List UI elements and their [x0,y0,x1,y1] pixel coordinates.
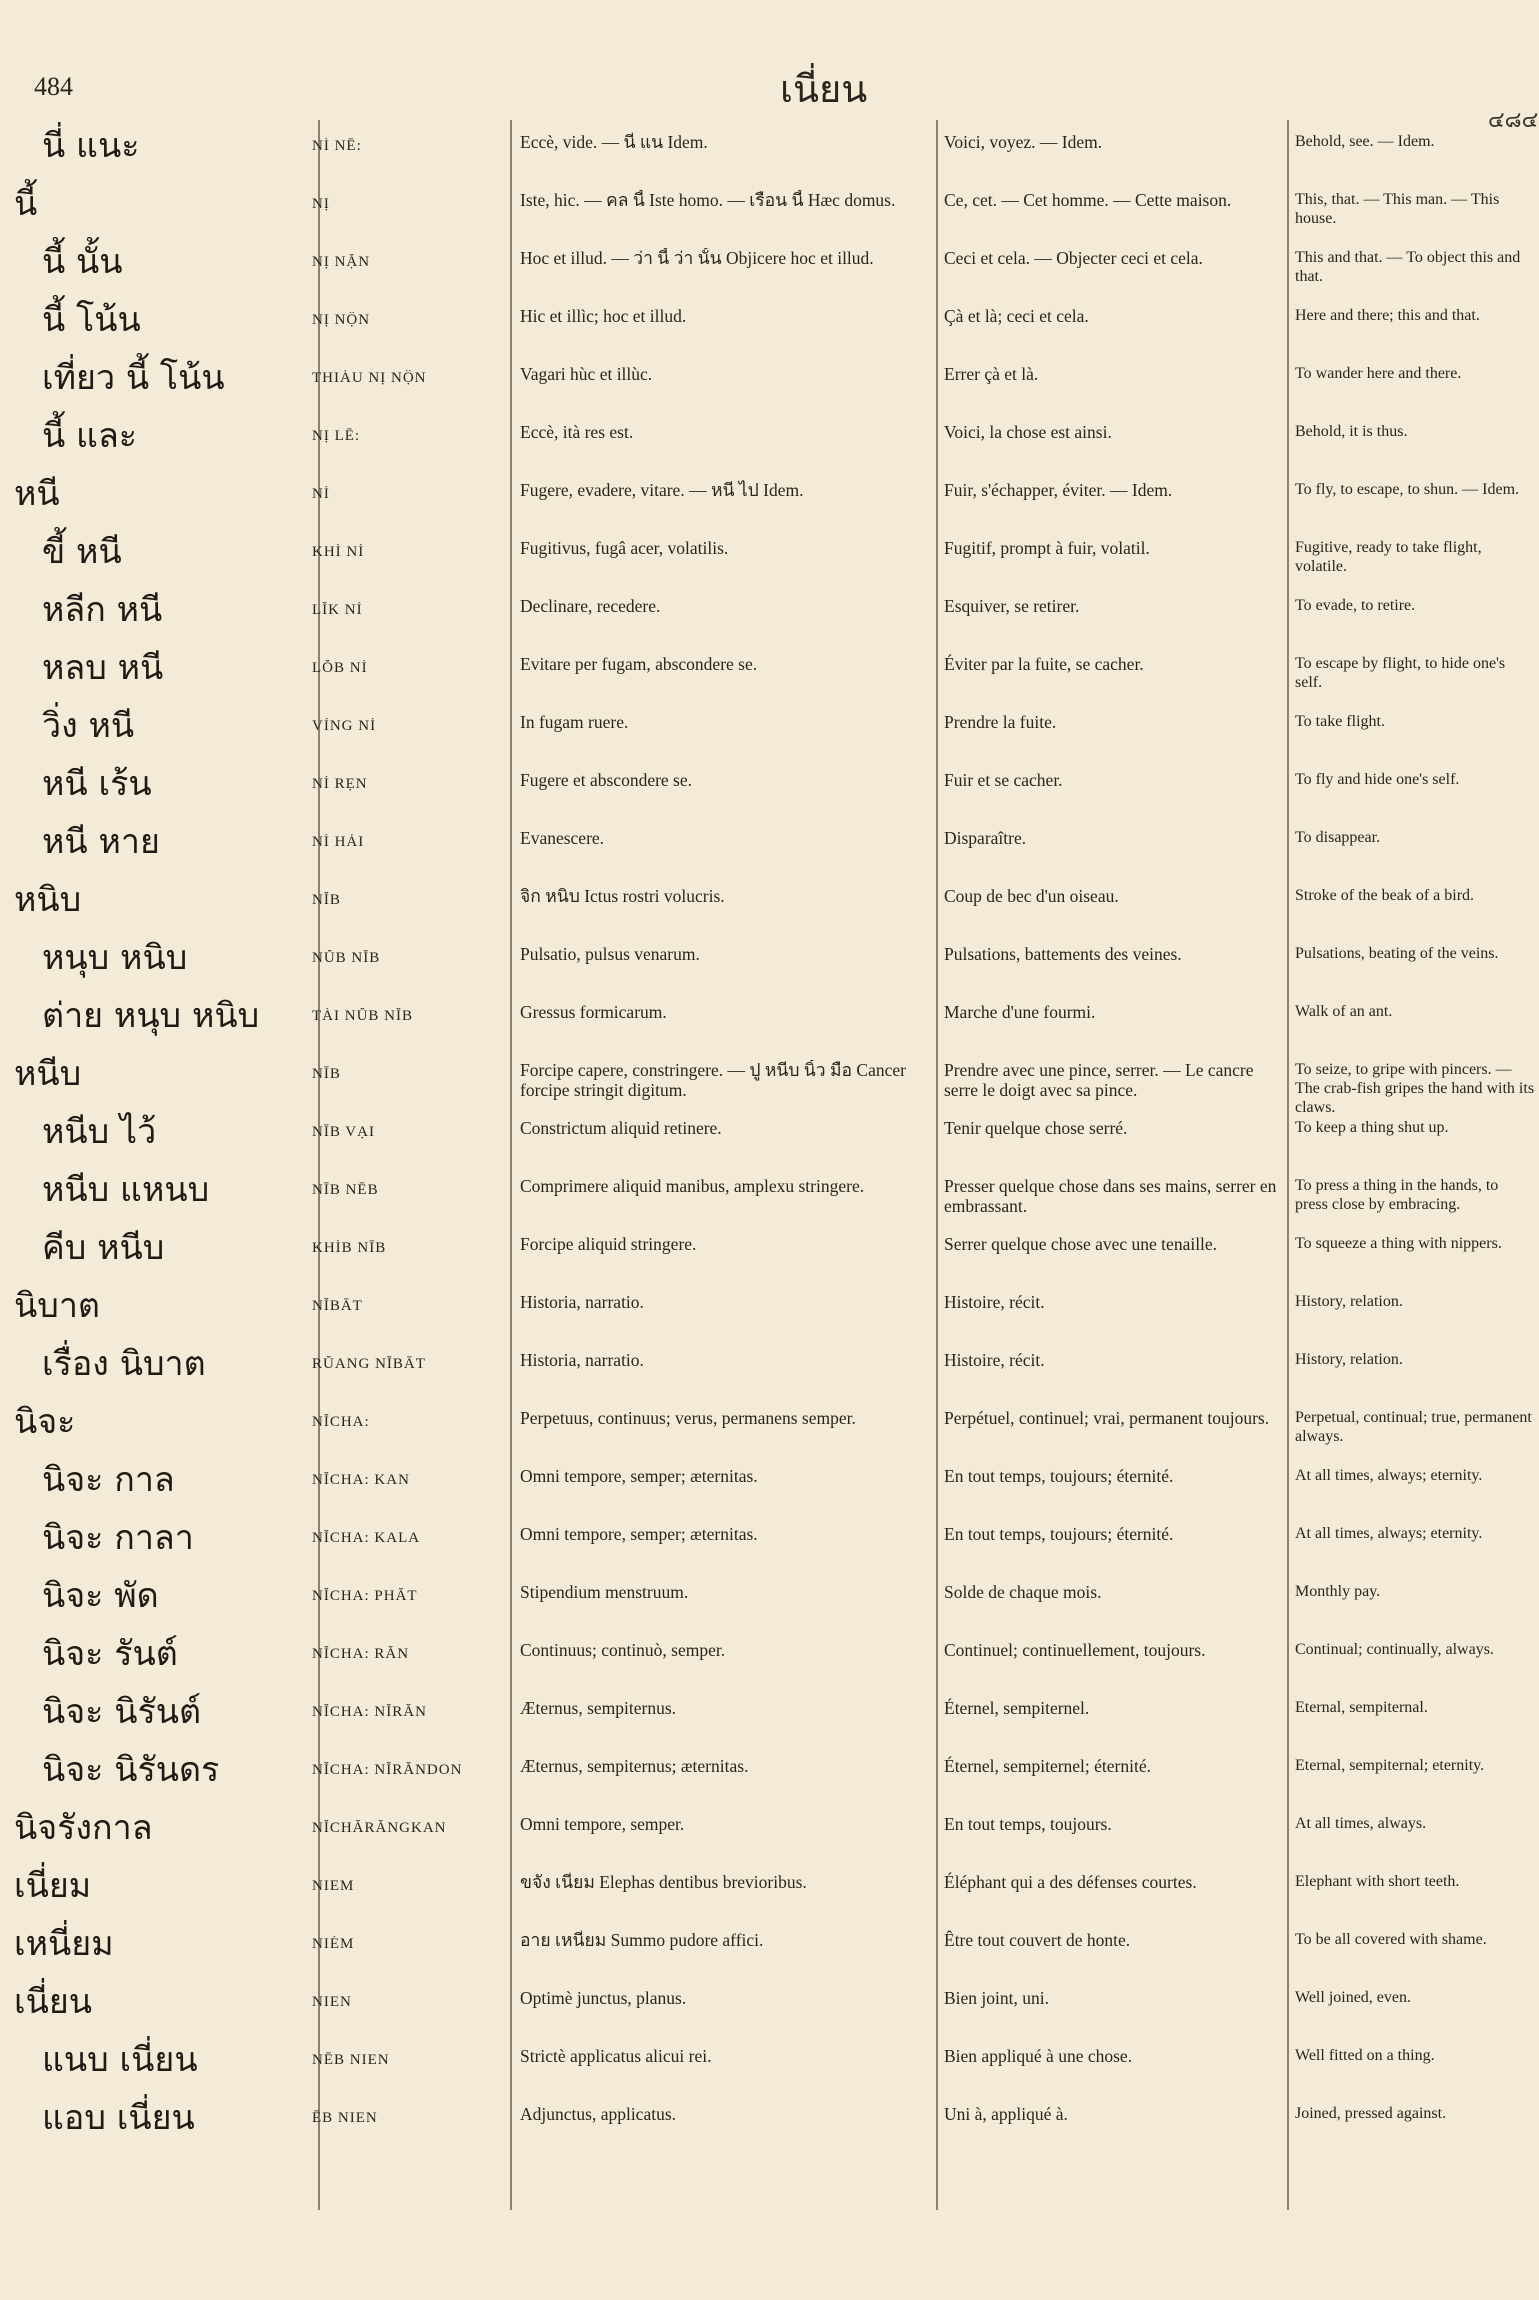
latin-definition: Declinare, recedere. [520,596,661,616]
thai-page-number: ๔๘๔ [1488,108,1539,133]
french-definition: Ceci et cela. — Objecter ceci et cela. [944,248,1203,268]
dictionary-entry [0,302,1539,360]
english-definition: Monthly pay. [1295,1583,1381,1600]
thai-headword: นี้ และ [42,416,138,456]
dictionary-entry [0,650,1539,708]
thai-headword: นิจะ [14,1402,76,1442]
dictionary-entry [0,592,1539,650]
french-definition: Presser quelque chose dans ses mains, serrer en embrassant. [944,1176,1277,1216]
romanization: NIEM [312,1878,355,1894]
latin-definition: Eccè, vide. — นี่ แน Idem. [520,132,708,152]
latin-definition: Historia, narratio. [520,1350,644,1370]
thai-headword: หนุบ หนิบ [42,938,188,978]
latin-definition: Stipendium menstruum. [520,1582,689,1602]
french-definition: Disparaître. [944,828,1027,848]
dictionary-entry [0,418,1539,476]
latin-definition: Fugitivus, fugâ acer, volatilis. [520,538,729,558]
latin-definition: Iste, hic. — คล นี้ Iste homo. — เรือน นี้ Hæc domus. [520,190,896,210]
romanization: NÌ NĒ: [312,138,362,154]
latin-definition: Evitare per fugam, abscondere se. [520,654,758,674]
english-definition: Pulsations, beating of the veins. [1295,945,1499,962]
english-definition: Stroke of the beak of a bird. [1295,887,1475,904]
french-definition: Errer çà et là. [944,364,1039,384]
english-definition: At all times, always; eternity. [1295,1467,1483,1484]
dictionary-entry [0,534,1539,592]
latin-definition: Pulsatio, pulsus venarum. [520,944,700,964]
latin-definition: Fugere et abscondere se. [520,770,693,790]
french-definition: Solde de chaque mois. [944,1582,1102,1602]
romanization: NŬB NĬB [312,950,381,966]
english-definition: To squeeze a thing with nippers. [1295,1235,1502,1252]
latin-definition: Perpetuus, continuus; verus, permanens semper. [520,1408,856,1428]
thai-headword: นี่ แนะ [42,126,140,166]
thai-headword: ต่าย หนุบ หนิบ [42,996,260,1036]
latin-definition: Hic et illìc; hoc et illud. [520,306,687,326]
french-definition: Fugitif, prompt à fuir, volatil. [944,538,1150,558]
romanization: THIÀU NỊ NỘN [312,370,427,386]
english-definition: Fugitive, ready to take flight, volatile. [1295,539,1482,575]
romanization: NÍ [312,486,330,502]
romanization: KHÌB NĪB [312,1240,387,1256]
english-definition: To disappear. [1295,829,1381,846]
romanization: LŎB NÍ [312,660,368,676]
french-definition: Fuir, s'échapper, éviter. — Idem. [944,480,1173,500]
dictionary-entry [0,244,1539,302]
thai-headword: นิจะ พัด [42,1576,159,1616]
french-definition: Prendre la fuite. [944,712,1057,732]
thai-headword: แอบ เนี่ยน [42,2098,195,2138]
romanization: NĬBĀT [312,1298,363,1314]
french-definition: Voici, voyez. — Idem. [944,132,1103,152]
romanization: NĬCHA: NĬRĂN [312,1704,427,1720]
english-definition: This, that. — This man. — This house. [1295,191,1500,227]
english-definition: Joined, pressed against. [1295,2105,1447,2122]
latin-definition: Gressus formicarum. [520,1002,667,1022]
english-definition: To escape by flight, to hide one's self. [1295,655,1506,691]
dictionary-entry [0,1810,1539,1868]
latin-definition: Omni tempore, semper; æternitas. [520,1466,758,1486]
dictionary-entry [0,2100,1539,2158]
dictionary-entry [0,128,1539,186]
romanization: NĬCHA: KALA [312,1530,421,1546]
thai-headword: หนี หาย [42,822,160,862]
french-definition: Continuel; continuellement, toujours. [944,1640,1206,1660]
thai-headword: เนี่ยม [14,1866,92,1906]
latin-definition: Constrictum aliquid retinere. [520,1118,722,1138]
dictionary-entry [0,1694,1539,1752]
french-definition: Perpétuel, continuel; vrai, permanent toujours. [944,1408,1270,1428]
latin-definition: Eccè, ità res est. [520,422,634,442]
latin-definition: Æternus, sempiternus. [520,1698,677,1718]
thai-headword: เนี่ยน [14,1982,93,2022]
romanization: NĬCHA: KAN [312,1472,410,1488]
french-definition: Éternel, sempiternel; éternité. [944,1756,1151,1776]
thai-headword: นี้ โน้น [42,300,141,340]
french-definition: Bien joint, uni. [944,1988,1049,2008]
latin-definition: Æternus, sempiternus; æternitas. [520,1756,749,1776]
thai-headword: หนี [14,474,60,514]
romanization: NĬCHA: [312,1414,370,1430]
romanization: NĬCHA: NĬRĂNDON [312,1762,463,1778]
french-definition: Éléphant qui a des défenses courtes. [944,1872,1197,1892]
english-definition: Here and there; this and that. [1295,307,1480,324]
thai-headword: นิจะ รันต์ [42,1634,178,1674]
latin-definition: อาย เหนี่ยม Summo pudore affici. [520,1930,764,1950]
dictionary-entry [0,1752,1539,1810]
romanization: NĬCHA: PHĂT [312,1588,418,1604]
english-definition: To press a thing in the hands, to press close by embracing. [1295,1177,1499,1213]
romanization: ĒB NIEN [312,2110,378,2126]
english-definition: Walk of an ant. [1295,1003,1393,1020]
latin-definition: Comprimere aliquid manibus, amplexu stringere. [520,1176,865,1196]
english-definition: To take flight. [1295,713,1385,730]
english-definition: Behold, see. — Idem. [1295,133,1435,150]
english-definition: To fly and hide one's self. [1295,771,1460,788]
french-definition: Uni à, appliqué à. [944,2104,1068,2124]
dictionary-entry [0,1868,1539,1926]
english-definition: Eternal, sempiternal; eternity. [1295,1757,1485,1774]
english-definition: History, relation. [1295,1351,1403,1368]
english-definition: To evade, to retire. [1295,597,1416,614]
french-definition: Esquiver, se retirer. [944,596,1080,616]
dictionary-entry [0,1288,1539,1346]
thai-headword: นิจะ นิรันดร [42,1750,220,1790]
english-definition: History, relation. [1295,1293,1403,1310]
latin-definition: Adjunctus, applicatus. [520,2104,677,2124]
latin-definition: Fugere, evadere, vitare. — หนี ไป Idem. [520,480,804,500]
dictionary-entry [0,1404,1539,1462]
french-definition: Tenir quelque chose serré. [944,1118,1128,1138]
french-definition: En tout temps, toujours; éternité. [944,1524,1174,1544]
thai-headword: หนี เร้น [42,764,152,804]
romanization: NĪB VẠI [312,1124,375,1140]
dictionary-entry [0,1056,1539,1114]
latin-definition: Continuus; continuò, semper. [520,1640,726,1660]
romanization: NĬB [312,892,341,908]
dictionary-entry [0,998,1539,1056]
dictionary-entry [0,476,1539,534]
thai-headword: นี้ [14,184,38,224]
french-definition: Histoire, récit. [944,1292,1045,1312]
french-definition: Marche d'une fourmi. [944,1002,1096,1022]
dictionary-entry [0,766,1539,824]
french-definition: En tout temps, toujours. [944,1814,1112,1834]
dictionary-entry [0,1636,1539,1694]
dictionary-entry [0,882,1539,940]
english-definition: Well fitted on a thing. [1295,2047,1435,2064]
english-definition: Eternal, sempiternal. [1295,1699,1428,1716]
thai-headword: หลีก หนี [42,590,163,630]
english-definition: Elephant with short teeth. [1295,1873,1460,1890]
dictionary-entry [0,1230,1539,1288]
thai-headword: เรื่อง นิบาต [42,1344,206,1384]
dictionary-entry [0,1346,1539,1404]
french-definition: Histoire, récit. [944,1350,1045,1370]
romanization: VỈNG NÍ [312,718,377,734]
dictionary-entry [0,1520,1539,1578]
romanization: NỊ NỘN [312,312,371,328]
thai-headword: หนีบ แหนบ [42,1170,210,1210]
romanization: RŬANG NĬBĀT [312,1356,426,1372]
english-definition: To fly, to escape, to shun. — Idem. [1295,481,1520,498]
latin-definition: Vagari hùc et illùc. [520,364,653,384]
english-definition: At all times, always; eternity. [1295,1525,1483,1542]
french-definition: Çà et là; ceci et cela. [944,306,1089,326]
romanization: NIEN [312,1994,352,2010]
french-definition: Prendre avec une pince, serrer. — Le cancre serre le doigt avec sa pince. [944,1060,1254,1100]
english-definition: Behold, it is thus. [1295,423,1408,440]
english-definition: At all times, always. [1295,1815,1427,1832]
romanization: TÀI NŬB NĬB [312,1008,413,1024]
latin-definition: Optimè junctus, planus. [520,1988,687,2008]
thai-headword: นิจรังกาล [14,1808,153,1848]
french-definition: Coup de bec d'un oiseau. [944,886,1119,906]
english-definition: To keep a thing shut up. [1295,1119,1449,1136]
dictionary-entry [0,360,1539,418]
dictionary-entry [0,824,1539,882]
french-definition: Pulsations, battements des veines. [944,944,1182,964]
page-number: 484 [34,72,73,101]
thai-headword: หนีบ [14,1054,82,1094]
dictionary-entry [0,1926,1539,1984]
french-definition: Ce, cet. — Cet homme. — Cette maison. [944,190,1232,210]
english-definition: Perpetual, continual; true, permanent always. [1295,1409,1532,1445]
french-definition: Fuir et se cacher. [944,770,1063,790]
dictionary-entry [0,708,1539,766]
romanization: NÍ RẸN [312,776,368,792]
thai-headword: ขี้ หนี [42,532,122,572]
dictionary-entry [0,1172,1539,1230]
thai-headword: นี้ นั้น [42,242,123,282]
dictionary-entry [0,186,1539,244]
romanization: KHÌ NÍ [312,544,365,560]
latin-definition: ขจัง เนี่ยม Elephas dentibus brevioribus. [520,1872,807,1892]
romanization: NĬCHA: RĂN [312,1646,410,1662]
latin-definition: Omni tempore, semper. [520,1814,685,1834]
thai-headword: คีบ หนีบ [42,1228,165,1268]
french-definition: Éviter par la fuite, se cacher. [944,654,1144,674]
romanization: LĬK NÍ [312,602,363,618]
french-definition: Bien appliqué à une chose. [944,2046,1133,2066]
romanization: NỊ [312,196,330,212]
thai-headword: นิจะ กาล [42,1460,175,1500]
english-definition: This and that. — To object this and that. [1295,249,1521,285]
romanization: NĬCHĂRĂNGKAN [312,1820,447,1836]
dictionary-entry [0,1984,1539,2042]
dictionary-entry [0,1114,1539,1172]
thai-headword: เหนี่ยม [14,1924,114,1964]
dictionary-entry [0,1578,1539,1636]
thai-headword: เที่ยว นี้ โน้น [42,358,225,398]
latin-definition: Hoc et illud. — ว่า นี้ ว่า นั้น Objicere hoc et illud. [520,248,874,268]
romanization: NĪB [312,1066,341,1082]
thai-headword: นิบาต [14,1286,100,1326]
english-definition: To be all covered with shame. [1295,1931,1487,1948]
romanization: NĒB NIEN [312,2052,390,2068]
thai-headword: หนีบ ไว้ [42,1112,157,1152]
thai-headword: หลบ หนี [42,648,164,688]
romanization: NĪB NĒB [312,1182,379,1198]
french-definition: Voici, la chose est ainsi. [944,422,1112,442]
thai-headword: นิจะ กาลา [42,1518,194,1558]
dictionary-entry [0,1462,1539,1520]
latin-definition: Forcipe capere, constringere. — ปู หนีบ นิ้ว มือ Cancer forcipe stringit digitum. [520,1060,906,1100]
latin-definition: In fugam ruere. [520,712,629,732]
thai-headword: หนิบ [14,880,82,920]
latin-definition: Historia, narratio. [520,1292,644,1312]
english-definition: To seize, to gripe with pincers. — The crab-fish gripes the hand with its claws. [1295,1061,1535,1116]
romanization: NÍ HÁI [312,834,365,850]
romanization: NỊ LĒ: [312,428,361,444]
latin-definition: Strictè applicatus alicui rei. [520,2046,712,2066]
latin-definition: จิก หนิบ Ictus rostri volucris. [520,886,725,906]
thai-headword: วิ่ง หนี [42,706,135,746]
english-definition: Well joined, even. [1295,1989,1412,2006]
romanization: NIÉM [312,1936,355,1952]
running-head: เนี่ยน [780,67,868,111]
thai-headword: นิจะ นิรันต์ [42,1692,202,1732]
english-definition: Continual; continually, always. [1295,1641,1494,1658]
latin-definition: Forcipe aliquid stringere. [520,1234,697,1254]
dictionary-entry [0,2042,1539,2100]
french-definition: Être tout couvert de honte. [944,1930,1131,1950]
french-definition: Éternel, sempiternel. [944,1698,1090,1718]
thai-headword: แนบ เนี่ยน [42,2040,198,2080]
latin-definition: Omni tempore, semper; æternitas. [520,1524,758,1544]
french-definition: Serrer quelque chose avec une tenaille. [944,1234,1218,1254]
latin-definition: Evanescere. [520,828,605,848]
romanization: NỊ NẶN [312,254,371,270]
french-definition: En tout temps, toujours; éternité. [944,1466,1174,1486]
english-definition: To wander here and there. [1295,365,1462,382]
